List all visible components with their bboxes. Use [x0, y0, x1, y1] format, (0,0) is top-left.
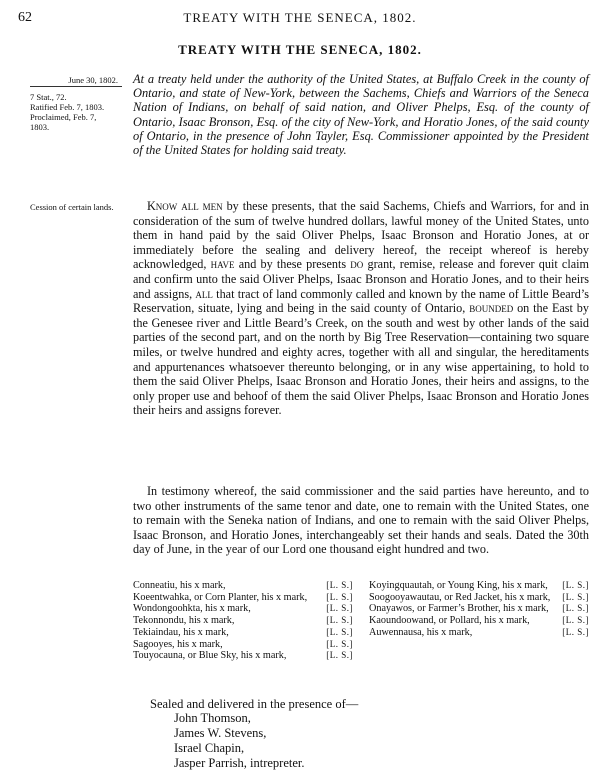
citation-line: 7 Stat., 72. [30, 92, 67, 102]
signers-left-column [133, 580, 353, 662]
seal-mark: [L. S.] [326, 626, 353, 637]
signer-name: Auwennausa, his x mark, [369, 626, 473, 638]
text-run: on the East by the Genesee river and Little Beard’s Creek, on the south and west by other lands of the said parties of the second part, and on the north by Big Tree Reservation—containing two square miles, or twelve hundred and eighty acres, together with all and singular, the hereditaments and appurtenances whatsoever thereunto belonging, or in any wise appertaining, to hold to them the said Oliver Phelps, Isaac Bronson and Horatio Jones, their heirs and assigns, to the only proper use and behoof of them the said Oliver Phelps, Isaac Bronson and Horatio Jones their heirs and assigns forever. [133, 301, 589, 418]
signer-name: Tekonnondu, his x mark, [133, 615, 235, 627]
citation-line: 1803. [30, 122, 50, 132]
signer-entry [133, 592, 353, 604]
seal-mark: [L. S.] [562, 615, 589, 626]
text-run: and by these presents [234, 257, 351, 272]
page-number: 62 [18, 10, 32, 25]
text-run: have [210, 257, 235, 272]
signer-name: Touyocauna, or Blue Sky, his x mark, [133, 650, 287, 662]
seal-mark: [L. S.] [326, 650, 353, 661]
signer-entry [133, 603, 353, 615]
margin-date: June 30, 1802. [68, 75, 118, 85]
text-run: by these presents, that the said Sachems, Chiefs and Warriors, for and in consideration of the sum of twelve hundred dollars, lawful money of the United States, unto them in hand paid by the said Oliver Phelps, Isaac Bronson and Horatio Jones, at or immediately before the sealing and delivery hereof, the receipt whereof is hereby acknowledged, [133, 199, 589, 272]
running-title: TREATY WITH THE SENECA, 1802. [183, 10, 417, 25]
text-run: all [195, 286, 213, 301]
citation-line: Ratified Feb. 7, 1803. [30, 102, 105, 112]
seal-mark: [L. S.] [562, 591, 589, 602]
signer-name: Koyingquautah, or Young King, his x mark, [369, 580, 548, 591]
margin-citations [30, 92, 130, 132]
signer-name: Sagooyes, his x mark, [133, 638, 223, 650]
text-run: do [350, 257, 364, 272]
signer-entry [133, 580, 353, 592]
witness-name: Jasper Parrish, intrepreter. [174, 756, 305, 770]
witness-intro: Sealed and delivered in the presence of— [150, 697, 359, 711]
seal-mark: [L. S.] [326, 591, 353, 602]
witness-name: John Thomson, [174, 711, 251, 725]
seal-mark: [L. S.] [562, 603, 589, 614]
signer-name: Kaoundoowand, or Pollard, his x mark, [369, 615, 530, 627]
seal-mark: [L. S.] [326, 580, 353, 590]
cession-paragraph [133, 199, 589, 418]
signer-name: Koeentwahka, or Corn Planter, his x mark, [133, 591, 308, 603]
margin-rule [30, 86, 122, 87]
signer-entry [369, 592, 589, 604]
signer-name: Conneatiu, his x mark, [133, 580, 226, 591]
text-run: bounded [469, 301, 514, 316]
signer-entry [133, 615, 353, 627]
seal-mark: [L. S.] [562, 580, 589, 590]
testimony-paragraph: In testimony whereof, the said commissioner and the said parties have hereunto, and to two other instruments of the same tenor and date, one to remain with the United States, one to remain with the Seneka nation of Indians, and one to remain with the said Oliver Phelps, Isaac Bronson, and Horatio Jones, interchangeably set their hands and seals. Dated the 30th day of June, in the year of our Lord one thousand eight hundred and two. [133, 484, 589, 557]
text-run: grant, remise, release and forever quit claim and confirm unto the said Oliver Phelps, Isaac Bronson and Horatio Jones, and to their heirs and assigns, [133, 257, 589, 301]
witness-name: James W. Stevens, [174, 726, 267, 740]
signers-right-column [369, 580, 589, 639]
citation-line: Proclaimed, Feb. 7, [30, 112, 97, 122]
seal-mark: [L. S.] [562, 626, 589, 637]
signer-name: Wondongoohkta, his x mark, [133, 603, 251, 615]
signer-entry [133, 650, 353, 662]
seal-mark: [L. S.] [326, 638, 353, 649]
signer-name: Soogooyawautau, or Red Jacket, his x mark, [369, 591, 551, 603]
signer-entry [369, 627, 589, 639]
treaty-title: TREATY WITH THE SENECA, 1802. [178, 42, 422, 57]
witness-name: Israel Chapin, [174, 741, 245, 755]
margin-cession-note: Cession of certain lands. [30, 202, 114, 212]
signer-name: Tekiaindau, his x mark, [133, 626, 229, 638]
signer-entry [369, 603, 589, 615]
seal-mark: [L. S.] [326, 615, 353, 626]
treaty-preamble: At a treaty held under the authority of the United States, at Buffalo Creek in the county of Ontario, and state of New-York, between the Sachems, Chiefs and Warriors of the Seneca Nation of Indians, on behalf of said nation, and Oliver Phelps, Esq. of the county of Ontario, Isaac Bronson, Esq. of the city of New-York, and Horatio Jones, of the said county of Ontario, in the presence of John Tayler, Esq. Commissioner appointed by the President of the United States for holding said treaty. [133, 72, 589, 158]
signer-entry [369, 615, 589, 627]
signer-entry [133, 639, 353, 651]
signer-entry [369, 580, 589, 592]
lead-words: Know all men [147, 199, 223, 213]
text-run: that tract of land commonly called and known by the name of Little Beard’s Reservation, situate, lying and being in the said county of Ontario, [133, 286, 589, 316]
signer-name: Onayawos, or Farmer’s Brother, his x mark, [369, 603, 549, 615]
seal-mark: [L. S.] [326, 603, 353, 614]
signer-entry [133, 627, 353, 639]
